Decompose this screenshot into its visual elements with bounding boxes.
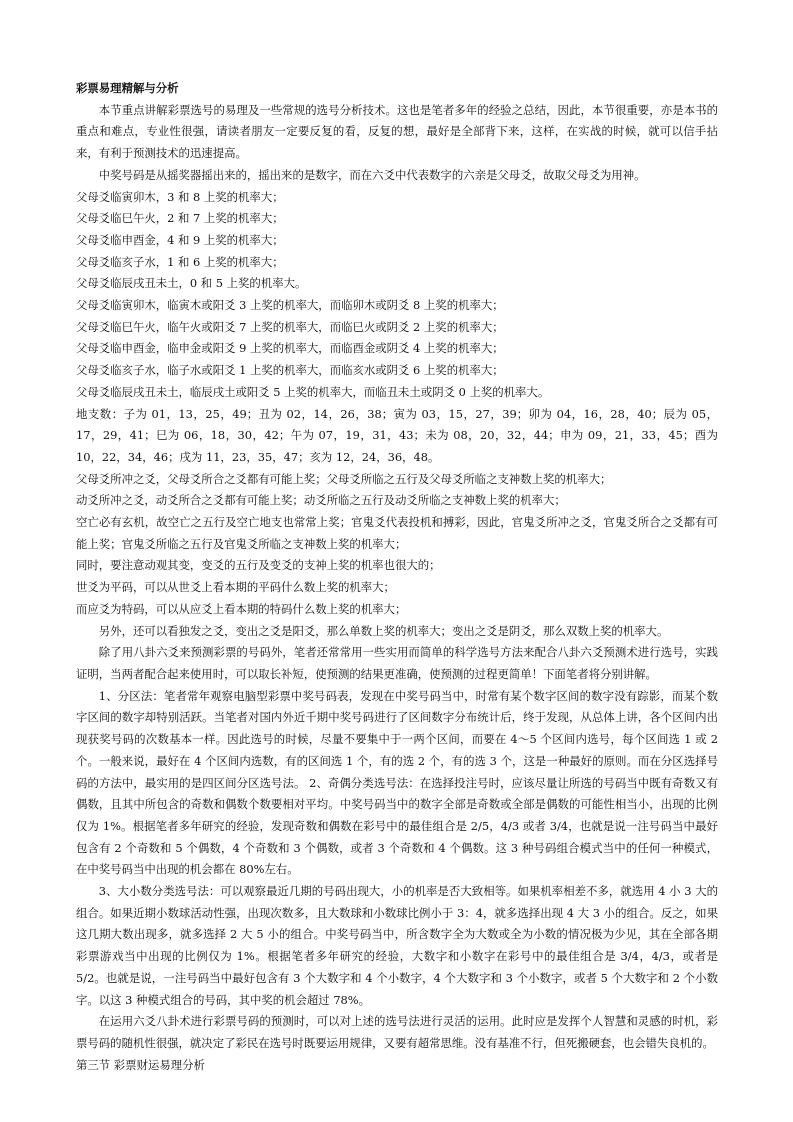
paragraph: 地支数：子为 01，13，25，49；丑为 02，14，26，38；寅为 03，15，27，39；卯为 04，16，28，40；辰为 05，17，29，41；巳为 06，18，30，42；午为 07，19，31，43；未为 08，20，32，44；申为 09，21，33，45；酉为 10，22，34，46；戌为 11，23，35，47；亥为 12，24，36，48。 [76,406,718,464]
paragraph: 同时，要注意动观其变，变爻的五行及变爻的支神上奖的机率也很大的； [76,558,441,573]
paragraph: 而应爻为特码，可以从应爻上看本期的特码什么数上奖的机率大； [76,601,407,616]
next-section-heading: 第三节 彩票财运易理分析 [76,1057,205,1072]
paragraph: 本节重点讲解彩票选号的易理及一些常规的选号分析技术。这也是笔者多年的经验之总结，因此，本节很重要，亦是本书的重点和难点，专业性很强，请读者朋友一定要反复的看，反复的想，最好是全部背下来，这样，在实战的时候，就可以信手拈来，有利于预测技术的迅速提高。 [76,102,718,161]
paragraph: 父母爻临申酉金，4 和 9 上奖的机率大； [76,232,284,247]
paragraph: 另外，还可以看独发之爻，变出之爻是阳爻，那么单数上奖的机率大；变出之爻是阴爻，那么双数上奖的机率大。 [98,623,669,638]
paragraph: 除了用八卦六爻来预测彩票的号码外，笔者还常常用一些实用而简单的科学选号方法来配合八卦六爻预测术进行选号，实践证明，当两者配合起来使用时，可以取长补短，使预测的结果更准确，使预测的过程更简单！下面笔者将分别讲解。 [76,645,718,681]
document-body [76,100,718,1055]
paragraph: 父母爻临寅卯木，3 和 8 上奖的机率大； [76,189,284,204]
paragraph: 父母爻临亥子水，临子水或阳爻 1 上奖的机率大，而临亥水或阴爻 6 上奖的机率大； [76,363,504,378]
paragraph: 世爻为平码，可以从世爻上看本期的平码什么数上奖的机率大； [76,580,395,595]
paragraph: 中奖号码是从摇奖器摇出来的，摇出来的是数字，而在六爻中代表数字的六亲是父母爻，故取父母爻为用神。 [98,167,646,182]
paragraph: 父母爻临申酉金，临申金或阳爻 9 上奖的机率大，而临酉金或阴爻 4 上奖的机率大； [76,341,504,356]
document-page [76,78,718,1076]
paragraph: 父母爻临巳午火，2 和 7 上奖的机率大； [76,211,284,226]
section-heading: 彩票易理精解与分析 [76,81,179,95]
paragraph: 在运用六爻八卦术进行彩票号码的预测时，可以对上述的选号法进行灵活的运用。此时应是发挥个人智慧和灵感的时机，彩票号码的随机性很强，就决定了彩民在选号时既要运用规律，又要有超常思维。没有基准不行，但死搬硬套，也会错失良机的。 [76,1014,718,1050]
paragraph: 空亡必有玄机，故空亡之五行及空亡地支也常常上奖；官鬼爻代表投机和搏彩，因此，官鬼爻所冲之爻，官鬼爻所合之爻都有可能上奖；官鬼爻所临之五行及官鬼爻所临之支神数上奖的机率大； [76,515,718,551]
paragraph: 父母爻临辰戌丑未土，0 和 5 上奖的机率大。 [76,276,307,291]
paragraph: 父母爻所冲之爻，父母爻所合之爻都有可能上奖；父母爻所临之五行及父母爻所临之支神数上奖的机率大； [76,471,612,486]
paragraph: 3、大小数分类选号法：可以观察最近几期的号码出现大，小的机率是否大致相等。如果机率相差不多，就选用 4 小 3 大的组合。如果近期小数球活动性强，出现次数多，且大数球和小数球比例小于 3：4，就多选择出现 4 大 3 小的组合。反之，如果这几期大数出现多，就多选择 2 大 5 小的组合。中奖号码当中，所含数字全为大数或全为小数的情况极为少见，其在全部各期彩票游戏当中出现的比例仅为 1%。根据笔者多年研究的经验，大数字和小数字在彩号中的最佳组合是 3/4，4/3，或者是 5/2。也就是说，一注号码当中最好包含有 3 个大数字和 4 个小数字，4 个大数字和 3 个小数字，或者 5 个大数字和 2 个小数字。以这 3 种模式组合的号码，其中奖的机会超过 78%。 [76,884,718,1007]
paragraph: 父母爻临亥子水，1 和 6 上奖的机率大； [76,254,284,269]
paragraph: 1、分区法：笔者常年观察电脑型彩票中奖号码表，发现在中奖号码当中，时常有某个数字区间的数字没有踪影，而某个数字区间的数字却特别活跃。当笔者对国内外近千期中奖号码进行了区间数字分布统计后，终于发现，从总体上讲，各个区间内出现获奖号码的次数基本一样。因此选号的时候，尽量不要集中于一两个区间，而要在 4～5 个区间内选号，每个区间选 1 或 2 个。一般来说，最好在 4 个区间内选数，有的区间选 1 个，有的选 2 个，有的选 3 个，这是一种最好的原则。而在分区选择号码的方法中，最实用的是四区间分区选号法。 2、奇偶分类选号法：在选择投注号时，应该尽量让所选的号码当中既有奇数又有偶数，且其中所包含的奇数和偶数个数要相对平均。中奖号码当中的数字全部是奇数或全部是偶数的可能性相当小，出现的比例仅为 1%。根据笔者多年研究的经验，发现奇数和偶数在彩号中的最佳组合是 2/5，4/3 或者 3/4，也就是说一注号码当中最好包含有 2 个奇数和 5 个偶数，4 个奇数和 3 个偶数，或者 3 个奇数和 4 个偶数。这 3 种号码组合模式当中的任何一种模式，在中奖号码当中出现的机会都在 80%左右。 [76,688,718,877]
paragraph: 父母爻临寅卯木，临寅木或阳爻 3 上奖的机率大，而临卯木或阴爻 8 上奖的机率大； [76,298,504,313]
paragraph: 父母爻临巳午火，临午火或阳爻 7 上奖的机率大，而临巳火或阴爻 2 上奖的机率大； [76,319,504,334]
paragraph: 动爻所冲之爻，动爻所合之爻都有可能上奖；动爻所临之五行及动爻所临之支神数上奖的机率大； [76,493,566,508]
paragraph: 父母爻临辰戌丑未土，临辰戌土或阳爻 5 上奖的机率大，而临丑未土或阴爻 0 上奖的机率大。 [76,384,550,399]
